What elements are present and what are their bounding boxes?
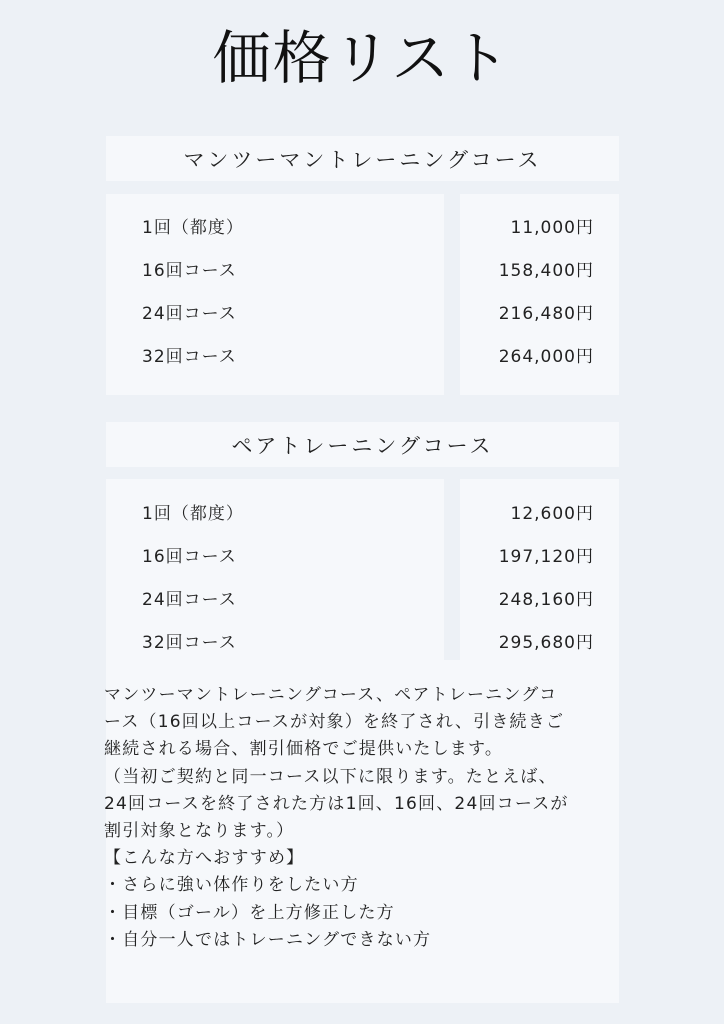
course-label: 24回コース: [142, 304, 237, 324]
course-price: 295,680円: [498, 633, 594, 653]
course-label: 32回コース: [142, 347, 237, 367]
note-line: ース（16回以上コースが対象）を終了され、引き続きご: [104, 712, 565, 733]
recommend-item: ・さらに強い体作りをしたい方: [104, 875, 359, 896]
note-line: 24回コースを終了された方は1回、16回、24回コースが: [104, 793, 569, 814]
recommend-heading: 【こんな方へおすすめ】: [104, 848, 305, 869]
note-line: （当初ご契約と同一コース以下に限ります。たとえば、: [104, 766, 557, 787]
course-label: 1回（都度）: [142, 218, 244, 238]
recommend-item: ・自分一人ではトレーニングできない方: [104, 929, 432, 950]
course-label: 24回コース: [142, 590, 237, 610]
section-header-mantoman: マンツーマントレーニングコース: [106, 136, 619, 181]
course-price-panel-mantoman: [460, 194, 619, 395]
course-price: 11,000円: [510, 218, 594, 238]
course-price: 12,600円: [510, 504, 594, 524]
note-line: マンツーマントレーニングコース、ペアトレーニングコ: [104, 685, 558, 705]
note-line: 継続される場合、割引価格でご提供いたします。: [104, 739, 504, 760]
page-title: 価格リスト: [212, 24, 512, 92]
recommend-item: ・目標（ゴール）を上方修正した方: [104, 902, 395, 923]
course-label-panel-pair: [106, 479, 444, 680]
course-price: 216,480円: [498, 304, 594, 324]
note-line: 割引対象となります。）: [104, 821, 295, 842]
course-price-panel-pair: [460, 479, 619, 680]
course-price: 264,000円: [498, 347, 594, 367]
course-label: 1回（都度）: [142, 504, 244, 524]
course-label-panel-mantoman: [106, 194, 444, 395]
note-text: [104, 682, 624, 954]
course-price: 158,400円: [498, 261, 594, 281]
course-label: 16回コース: [142, 547, 237, 567]
course-label: 16回コース: [142, 261, 237, 281]
course-price: 248,160円: [498, 590, 594, 610]
course-price: 197,120円: [498, 547, 594, 567]
course-label: 32回コース: [142, 633, 237, 653]
section-header-pair: ペアトレーニングコース: [106, 422, 619, 467]
